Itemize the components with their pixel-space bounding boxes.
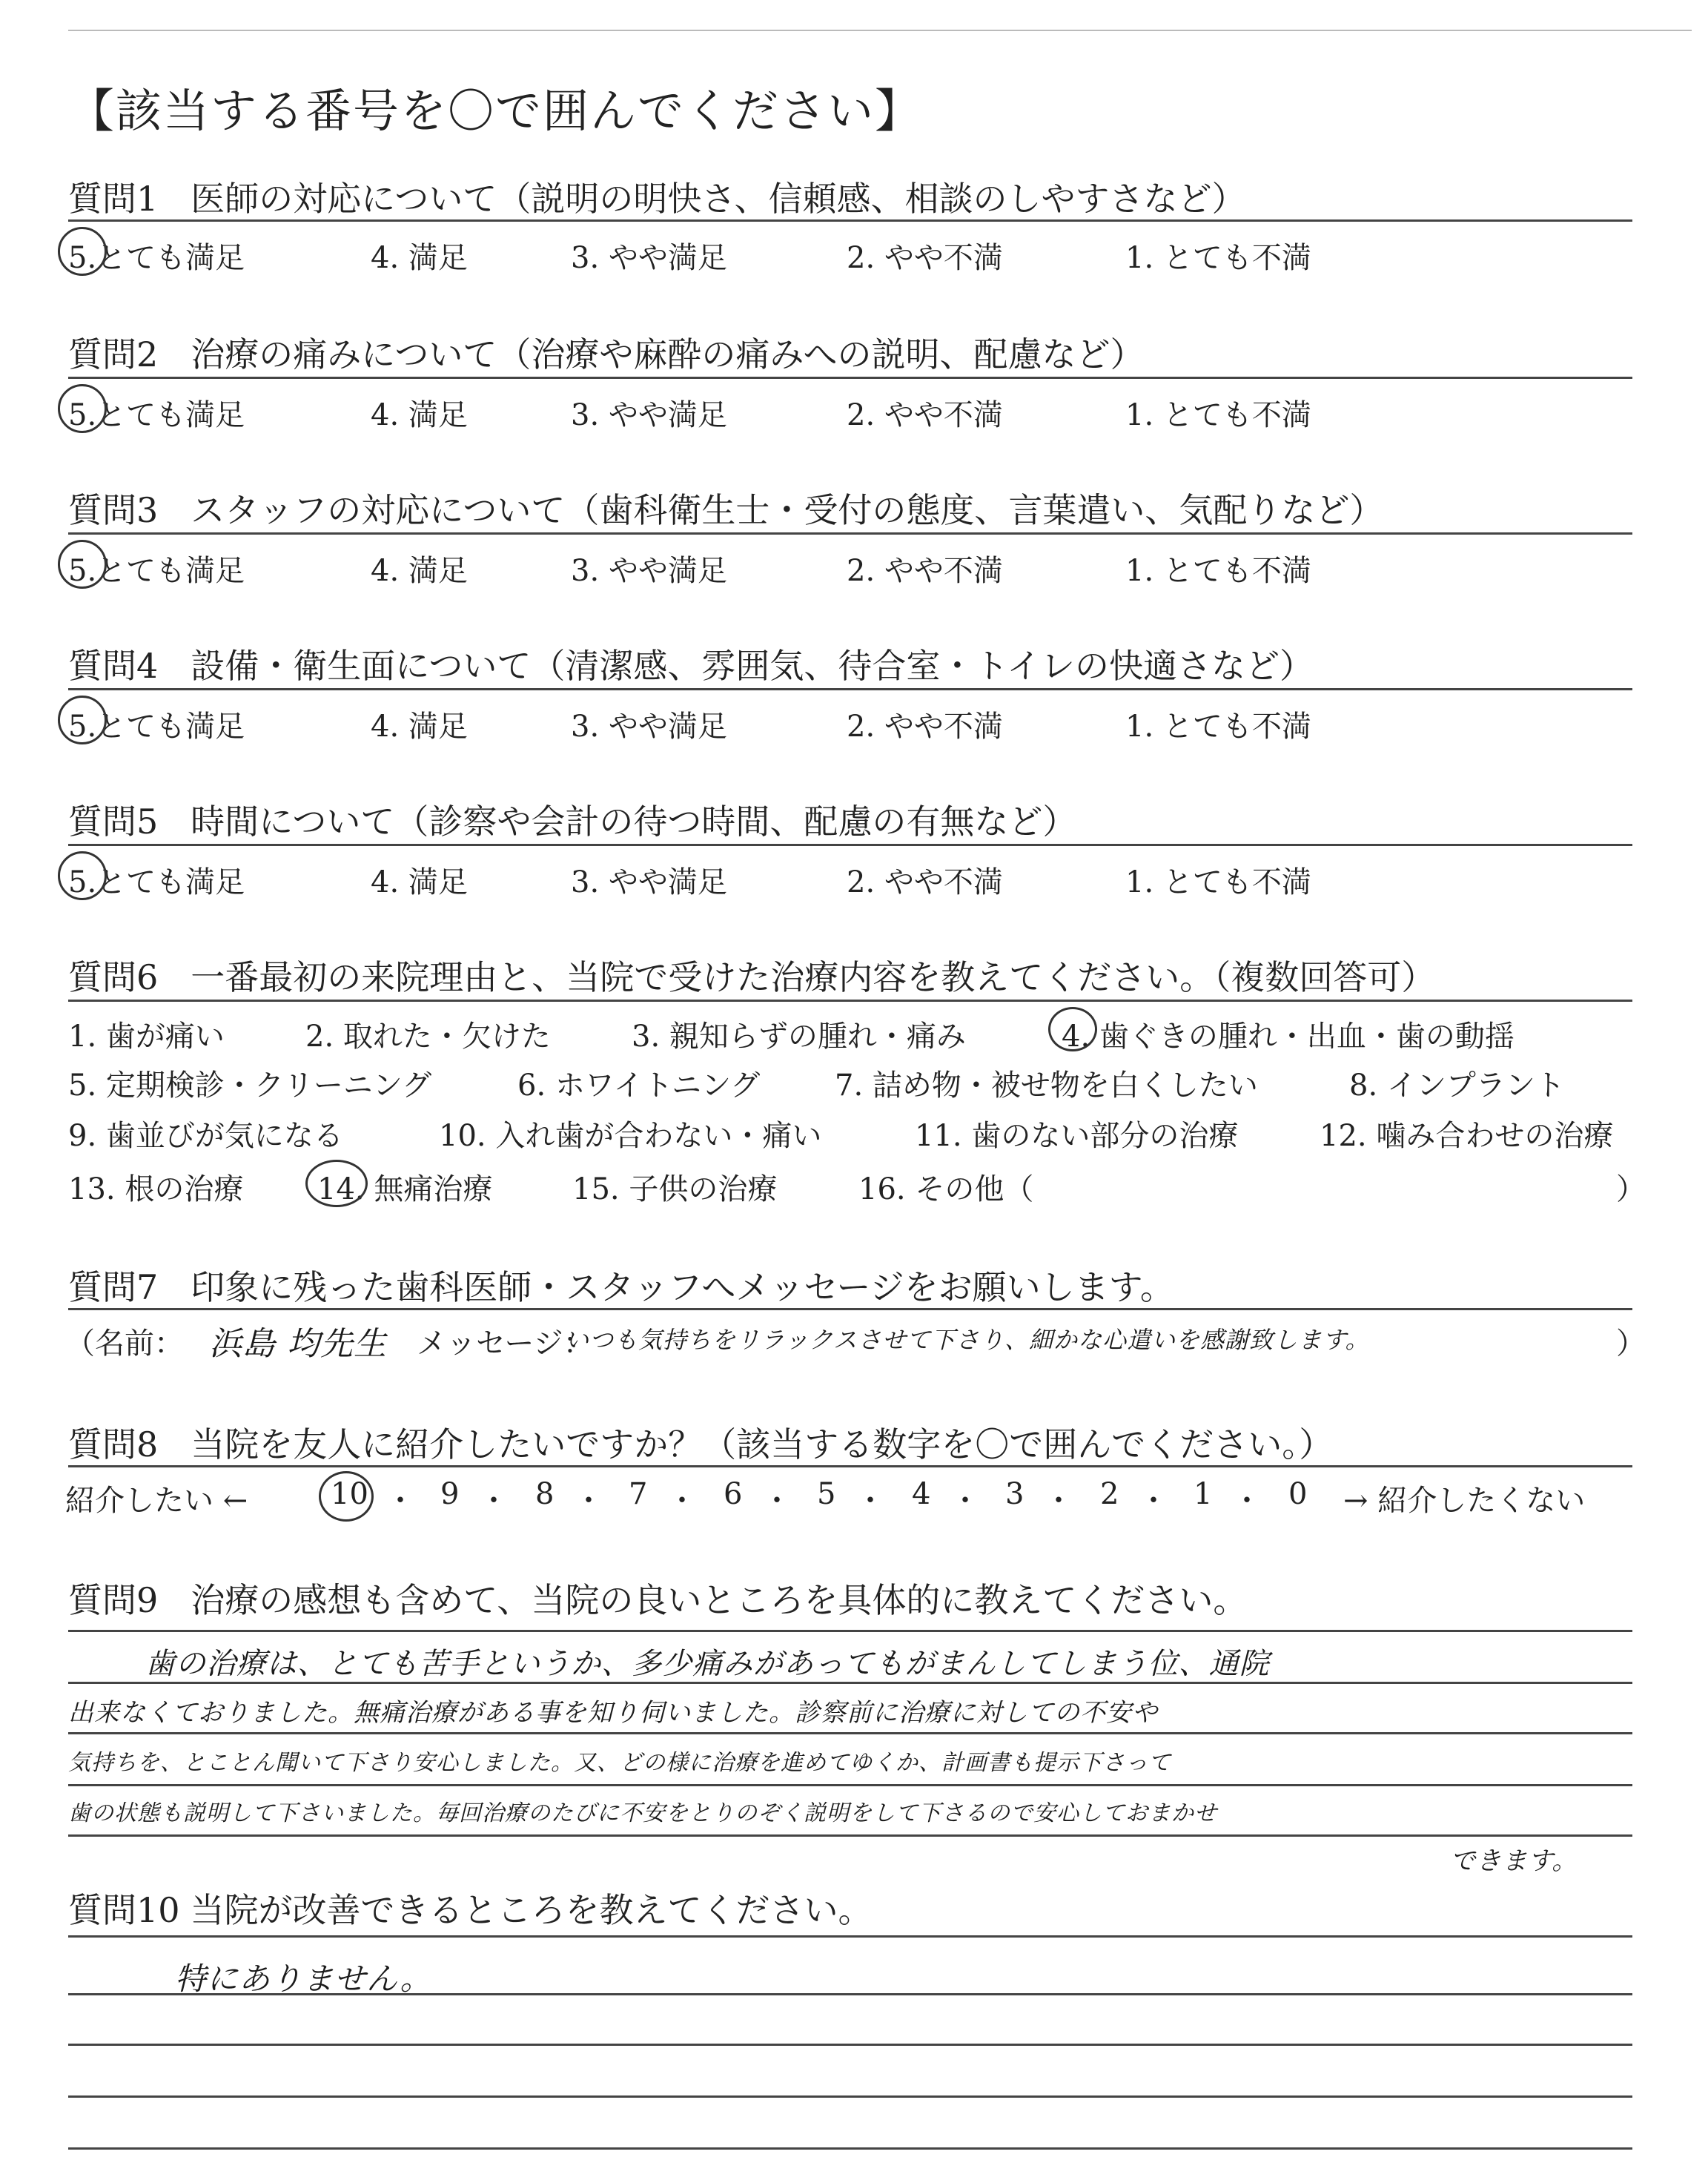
scale-2[interactable]: 2 xyxy=(1100,1477,1119,1511)
question-9 xyxy=(68,1573,1247,1622)
rating-option-3[interactable]: 3. やや満足 xyxy=(571,241,727,275)
rating-option-3[interactable]: 3. やや満足 xyxy=(571,398,727,432)
message-label: メッセージ： xyxy=(417,1327,593,1361)
question-divider xyxy=(68,844,1632,846)
answer-line xyxy=(68,1732,1632,1734)
question-text: スタッフの対応について（歯科衛生士・受付の態度、言葉遣い、気配りなど） xyxy=(191,490,1384,530)
question-6 xyxy=(68,951,1435,1000)
q9-answer-line-2[interactable]: 出来なくておりました。無痛治療がある事を知り伺いました。診察前に治療に対しての不安や xyxy=(68,1698,1158,1728)
question-number: 質問6 xyxy=(68,957,159,997)
scale-0[interactable]: 0 xyxy=(1288,1477,1308,1511)
question-divider xyxy=(68,377,1632,379)
rating-option-2[interactable]: 2. やや不満 xyxy=(847,865,1003,899)
question-divider xyxy=(68,532,1632,535)
scale-separator: ・ xyxy=(1044,1484,1073,1518)
question-divider xyxy=(68,219,1632,222)
q9-answer-line-5[interactable]: できます。 xyxy=(1450,1846,1578,1876)
reason-option-5[interactable]: 5. 定期検診・クリーニング xyxy=(68,1069,432,1103)
message-value[interactable]: いつも気持ちをリラックスさせて下さり、細かな心遣いを感謝致します。 xyxy=(565,1326,1370,1354)
name-label: （名前： xyxy=(65,1327,184,1361)
selection-circle xyxy=(58,851,107,900)
reason-option-3[interactable]: 3. 親知らずの腫れ・痛み xyxy=(632,1020,966,1054)
rating-option-5[interactable]: 5.とても満足 xyxy=(68,710,245,744)
scale-9[interactable]: 9 xyxy=(440,1477,460,1511)
q9-answer-line-3[interactable]: 気持ちを、とことん聞いて下さり安心しました。又、どの様に治療を進めてゆくか、計画書も提示下さって xyxy=(68,1750,1171,1776)
reason-option-15[interactable]: 15. 子供の治療 xyxy=(572,1172,778,1206)
question-text: 時間について（診察や会計の待つ時間、配慮の有無など） xyxy=(191,802,1077,842)
selection-circle xyxy=(319,1471,374,1522)
scale-10[interactable]: 10 xyxy=(331,1477,368,1511)
rating-option-5[interactable]: 5.とても満足 xyxy=(68,865,245,899)
rating-option-4[interactable]: 4. 満足 xyxy=(371,554,468,588)
rating-option-4[interactable]: 4. 満足 xyxy=(371,865,468,899)
scale-1[interactable]: 1 xyxy=(1194,1477,1213,1511)
question-divider xyxy=(68,1000,1632,1002)
scale-separator: ・ xyxy=(762,1484,792,1518)
question-number: 質問1 xyxy=(68,179,159,219)
question-text: 当院が改善できるところを教えてください。 xyxy=(190,1890,873,1930)
rating-option-3[interactable]: 3. やや満足 xyxy=(571,865,727,899)
question-number: 質問10 xyxy=(68,1890,180,1930)
reason-option-2[interactable]: 2. 取れた・欠けた xyxy=(305,1020,551,1054)
scale-separator: ・ xyxy=(855,1484,885,1518)
selection-circle xyxy=(58,384,107,433)
q10-answer[interactable]: 特にありません。 xyxy=(175,1961,432,1997)
selection-circle xyxy=(305,1160,368,1207)
rating-option-1[interactable]: 1. とても不満 xyxy=(1125,710,1311,744)
question-divider xyxy=(68,688,1632,690)
question-text: 治療の痛みについて（治療や麻酔の痛みへの説明、配慮など） xyxy=(191,334,1145,374)
rating-option-2[interactable]: 2. やや不満 xyxy=(847,554,1003,588)
answer-line xyxy=(68,2147,1632,2150)
rating-option-2[interactable]: 2. やや不満 xyxy=(847,710,1003,744)
rating-option-4[interactable]: 4. 満足 xyxy=(371,710,468,744)
reason-option-16[interactable]: 16. その他（ xyxy=(858,1172,1034,1206)
selection-circle xyxy=(58,227,107,276)
question-divider xyxy=(68,1308,1632,1310)
scale-4[interactable]: 4 xyxy=(912,1477,931,1511)
question-1 xyxy=(68,172,1246,221)
q9-answer-line-1[interactable]: 歯の治療は、とても苦手というか、多少痛みがあってもがまんしてしまう位、通院 xyxy=(145,1647,1270,1681)
question-number: 質問9 xyxy=(68,1580,159,1620)
scale-separator: ・ xyxy=(1139,1484,1168,1518)
scale-left-label: 紹介したい ← xyxy=(65,1484,248,1518)
question-text: 医師の対応について（説明の明快さ、信頼感、相談のしやすさなど） xyxy=(191,179,1246,219)
name-value[interactable]: 浜島 均先生 xyxy=(209,1325,387,1363)
q9-answer-line-4[interactable]: 歯の状態も説明して下さいました。毎回治療のたびに不安をとりのぞく説明をして下さるので安心しておまかせ xyxy=(68,1800,1217,1826)
scale-separator: ・ xyxy=(574,1484,603,1518)
rating-option-4[interactable]: 4. 満足 xyxy=(371,398,468,432)
answer-line xyxy=(68,2044,1632,2046)
question-8 xyxy=(68,1418,1333,1467)
answer-line xyxy=(68,1834,1632,1837)
reason-option-12[interactable]: 12. 噛み合わせの治療 xyxy=(1320,1119,1614,1153)
scale-5[interactable]: 5 xyxy=(817,1477,836,1511)
scale-7[interactable]: 7 xyxy=(629,1477,648,1511)
page-title: 【該当する番号を〇で囲んでください】 xyxy=(68,84,923,138)
rating-option-3[interactable]: 3. やや満足 xyxy=(571,554,727,588)
reason-option-1[interactable]: 1. 歯が痛い xyxy=(68,1020,225,1054)
question-text: 治療の感想も含めて、当院の良いところを具体的に教えてください。 xyxy=(191,1580,1248,1620)
selection-circle xyxy=(1048,1007,1097,1051)
reason-option-7[interactable]: 7. 詰め物・被せ物を白くしたい xyxy=(835,1069,1258,1103)
answer-line xyxy=(68,1935,1632,1938)
selection-circle xyxy=(58,540,107,589)
question-text: 一番最初の来院理由と、当院で受けた治療内容を教えてください。（複数回答可） xyxy=(191,957,1436,997)
answer-line xyxy=(68,1784,1632,1786)
question-text: 当院を友人に紹介したいですか？（該当する数字を〇で囲んでください。） xyxy=(191,1424,1334,1464)
question-5 xyxy=(68,795,1076,844)
reason-option-8[interactable]: 8. インプラント xyxy=(1349,1069,1565,1103)
rating-option-2[interactable]: 2. やや不満 xyxy=(847,241,1003,275)
rating-option-5[interactable]: 5.とても満足 xyxy=(68,554,245,588)
reason-option-10[interactable]: 10. 入れ歯が合わない・痛い xyxy=(439,1119,822,1153)
scale-right-label: → 紹介したくない xyxy=(1343,1484,1586,1518)
question-number: 質問3 xyxy=(68,490,159,530)
question-number: 質問2 xyxy=(68,334,159,374)
reason-option-11[interactable]: 11. 歯のない部分の治療 xyxy=(915,1119,1239,1153)
rating-option-1[interactable]: 1. とても不満 xyxy=(1125,554,1311,588)
reason-option-6[interactable]: 6. ホワイトニング xyxy=(517,1069,761,1103)
question-divider xyxy=(68,1465,1632,1467)
rating-option-1[interactable]: 1. とても不満 xyxy=(1125,398,1311,432)
scale-6[interactable]: 6 xyxy=(724,1477,743,1511)
rating-option-5[interactable]: 5.とても満足 xyxy=(68,241,245,275)
reason-option-13[interactable]: 13. 根の治療 xyxy=(68,1172,244,1206)
question-number: 質問8 xyxy=(68,1424,159,1464)
message-close-paren: ） xyxy=(1616,1327,1646,1361)
reason-option-9[interactable]: 9. 歯並びが気になる xyxy=(68,1119,343,1153)
question-2 xyxy=(68,328,1144,377)
selection-circle xyxy=(58,696,107,744)
scale-separator: ・ xyxy=(385,1484,415,1518)
rating-option-3[interactable]: 3. やや満足 xyxy=(571,710,727,744)
question-text: 設備・衛生面について（清潔感、雰囲気、待合室・トイレの快適さなど） xyxy=(191,646,1314,686)
scale-separator: ・ xyxy=(479,1484,509,1518)
rating-option-5[interactable]: 5.とても満足 xyxy=(68,398,245,432)
scale-separator: ・ xyxy=(667,1484,697,1518)
top-divider xyxy=(68,30,1692,31)
answer-line xyxy=(68,1630,1632,1632)
answer-line xyxy=(68,2095,1632,2098)
question-number: 質問7 xyxy=(68,1267,159,1307)
scale-3[interactable]: 3 xyxy=(1005,1477,1025,1511)
rating-option-1[interactable]: 1. とても不満 xyxy=(1125,241,1311,275)
rating-option-4[interactable]: 4. 満足 xyxy=(371,241,468,275)
reason-option-14[interactable]: 14. 無痛治療 xyxy=(317,1172,493,1206)
question-4 xyxy=(68,639,1314,688)
question-text: 印象に残った歯科医師・スタッフへメッセージをお願いします。 xyxy=(191,1267,1174,1307)
question-number: 質問4 xyxy=(68,646,159,686)
question-number: 質問5 xyxy=(68,802,159,842)
question-10 xyxy=(68,1883,873,1932)
question-7 xyxy=(68,1261,1174,1309)
rating-option-1[interactable]: 1. とても不満 xyxy=(1125,865,1311,899)
question-3 xyxy=(68,483,1383,532)
scale-separator: ・ xyxy=(950,1484,980,1518)
other-close-paren: ） xyxy=(1616,1172,1646,1206)
scale-separator: ・ xyxy=(1232,1484,1262,1518)
scale-8[interactable]: 8 xyxy=(535,1477,555,1511)
rating-option-2[interactable]: 2. やや不満 xyxy=(847,398,1003,432)
reason-option-4[interactable]: 4. 歯ぐきの腫れ・出血・歯の動揺 xyxy=(1062,1020,1515,1054)
